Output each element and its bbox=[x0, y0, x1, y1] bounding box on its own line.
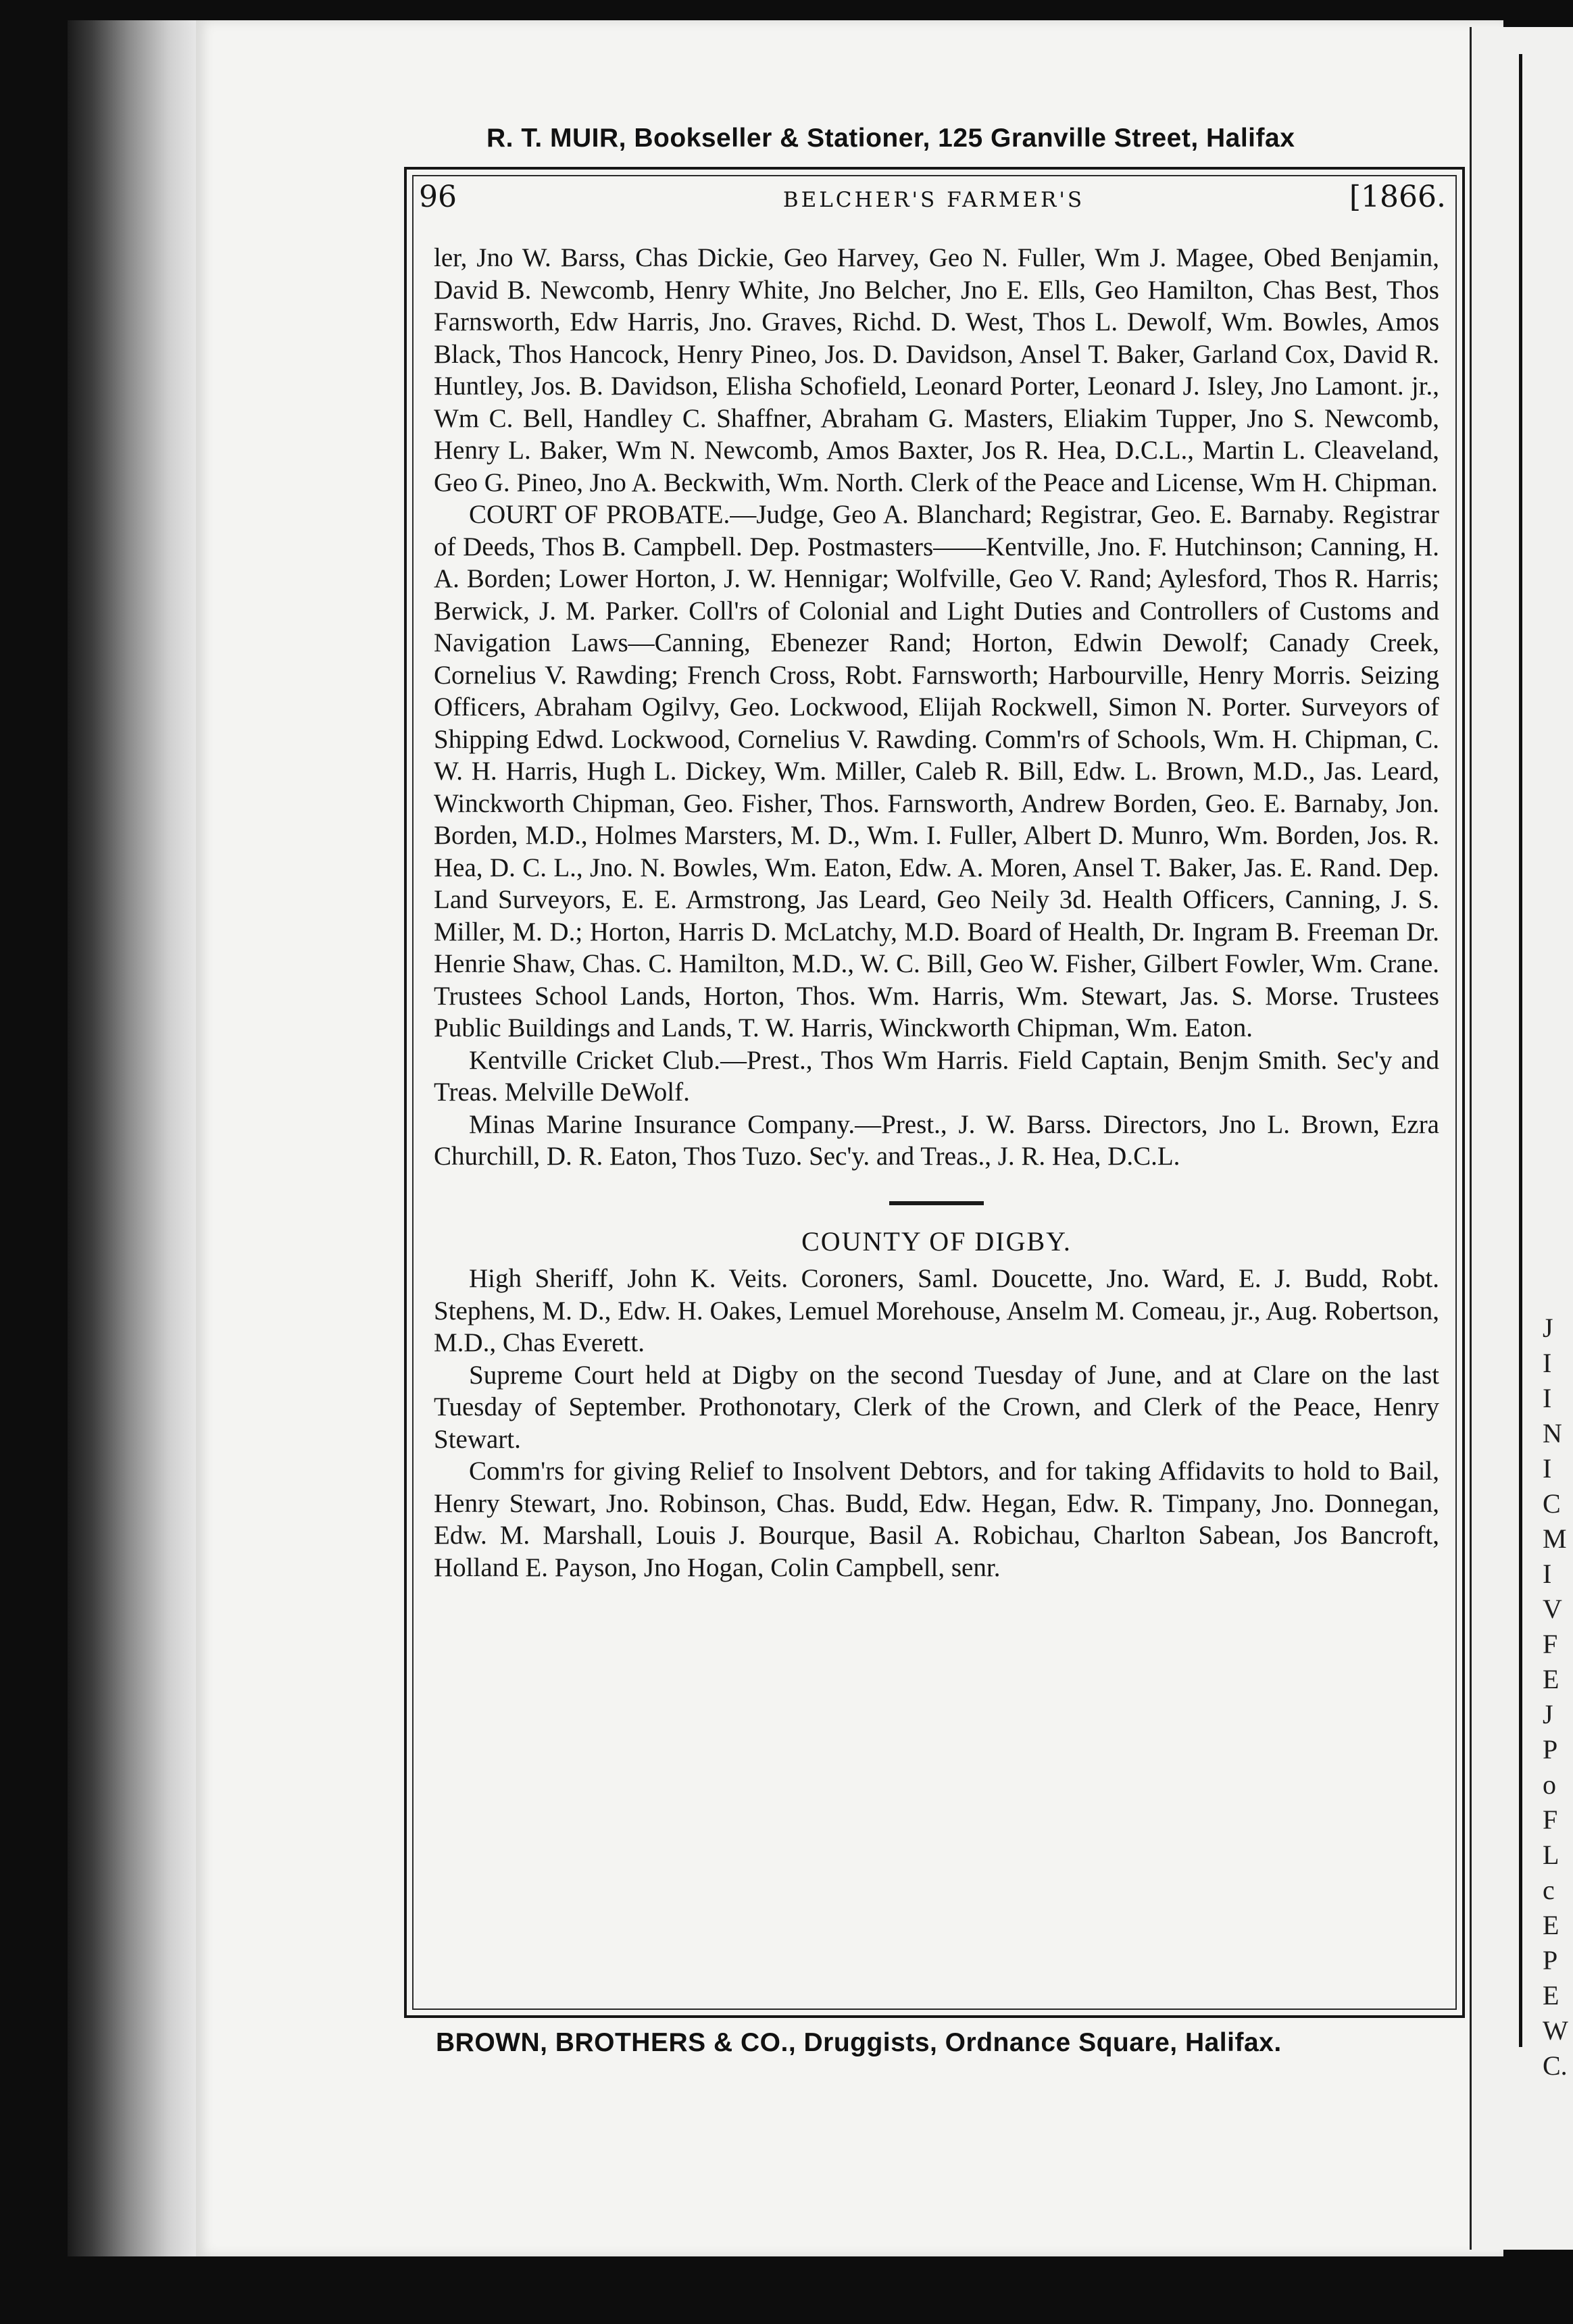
facing-page-rule bbox=[1519, 54, 1522, 2047]
running-head bbox=[414, 180, 1454, 227]
body-text bbox=[434, 242, 1439, 1584]
facing-page-letter: E bbox=[1543, 1910, 1559, 1940]
facing-page-letter: F bbox=[1543, 1629, 1558, 1659]
paragraph-digby-commissioners: Comm'rs for giving Relief to Insolvent Debtors, and for taking Affidavits to hold to Bail, Henry Stewart, Jno. Robinson, Chas. Budd, Edw. Hegan, Edw. R. Timpany, Jno. Donnegan, Edw. M. Marshall, Louis J. Bourque, Basil A. Robichau, Charlton Sabean, Jos Bancroft, Holland E. Payson, Jno Hogan, Colin Campbell, senr. bbox=[434, 1457, 1439, 1582]
facing-page-edge bbox=[1470, 27, 1573, 2250]
facing-page-letter: I bbox=[1543, 1348, 1552, 1378]
paragraph-kings-magistrates: ler, Jno W. Barss, Chas Dickie, Geo Harvey, Geo N. Fuller, Wm J. Magee, Obed Benjamin, David B. Newcomb, Henry White, Jno Belcher, Jno E. Ells, Geo Hamilton, Chas Best, Thos Farnsworth, Edw Harris, Jno. Graves, Richd. D. West, Thos L. Dewolf, Wm. Bowles, Amos Black, Thos Hancock, Henry Pineo, Jos. D. Davidson, Ansel T. Baker, Garland Cox, David R. Huntley, Jos. B. Davidson, Elisha Schofield, Leonard Porter, Leonard J. Isley, Jno Lamont. jr., Wm C. Bell, Handley C. Shaffner, Abraham G. Masters, Eliakim Tupper, Jno S. Newcomb, Henry L. Baker, Wm N. Newcomb, Amos Baxter, Jos R. Hea, D.C.L., Martin L. Cleaveland, Geo G. Pineo, Jno A. Beckwith, Wm. North. Clerk of the Peace and License, Wm H. Chipman. bbox=[434, 243, 1439, 497]
paragraph-digby-officers: High Sheriff, John K. Veits. Coroners, Saml. Doucette, Jno. Ward, E. J. Budd, Robt. Stephens, M. D., Edw. H. Oakes, Lemuel Morehouse, Anselm M. Comeau, jr., Aug. Robertson, M.D., Chas Everett. bbox=[434, 1264, 1439, 1357]
paragraph-court-of-probate: COURT OF PROBATE.—Judge, Geo A. Blanchard; Registrar, Geo. E. Barnaby. Registrar of Deeds, Thos B. Campbell. Dep. Postmasters——Kentville, Jno. F. Hutchinson; Canning, H. A. Borden; Lower Horton, J. W. Hennigar; Wolfville, Geo V. Rand; Aylesford, Thos R. Harris; Berwick, J. M. Parker. Coll'rs of Colonial and Light Duties and Controllers of Customs and Navigation Laws—Canning, Ebenezer Rand; Horton, Edwin Dewolf; Canady Creek, Cornelius V. Rawding; French Cross, Robt. Farnsworth; Harbourville, Henry Morris. Seizing Officers, Abraham Ogilvy, Geo. Lockwood, Elijah Rockwell, Simon N. Porter. Surveyors of Shipping Edwd. Lockwood, Cornelius V. Rawding. Comm'rs of Schools, Wm. H. Chipman, C. W. H. Harris, Hugh L. Dickey, Wm. Miller, Caleb R. Bill, Edw. L. Brown, M.D., Jas. Leard, Winckworth Chipman, Geo. Fisher, Thos. Farnsworth, Andrew Borden, Geo. E. Barnaby, Jon. Borden, M.D., Holmes Marsters, M. D., Wm. I. Fuller, Albert D. Munro, Wm. Borden, Jos. R. Hea, D. C. L., Jno. N. Bowles, Wm. Eaton, Edw. A. Moren, Ansel T. Baker, Jas. E. Rand. Dep. Land Surveyors, E. E. Armstrong, Jas Leard, Geo Neily 3d. Health Officers, Canning, J. S. Miller, M. D.; Horton, Harris D. McLatchy, M.D. Board of Health, Dr. Ingram B. Freeman Dr. Henrie Shaw, Chas. C. Hamilton, M.D., W. C. Bill, Geo W. Fisher, Gilbert Fowler, Wm. Crane. Trustees School Lands, Horton, Thos. Wm. Harris, Wm. Stewart, Jas. S. Morse. Trustees Public Buildings and Lands, T. W. Harris, Winckworth Chipman, Wm. Eaton. bbox=[434, 500, 1439, 1042]
facing-page-letter: o bbox=[1543, 1769, 1556, 1800]
paragraph-digby-court: Supreme Court held at Digby on the second Tuesday of June, and at Clare on the last Tuesday of September. Prothonotary, Clerk of the Crown, and Clerk of the Peace, Henry Stewart. bbox=[434, 1360, 1439, 1454]
facing-page-letters bbox=[1543, 1311, 1573, 2083]
running-title: BELCHER'S FARMER'S bbox=[782, 188, 1085, 212]
facing-page-letter: E bbox=[1543, 1980, 1559, 2011]
facing-page-letter: I bbox=[1543, 1559, 1552, 1589]
facing-page-letter: P bbox=[1543, 1734, 1558, 1765]
paragraph-cricket-club: Kentville Cricket Club.—Prest., Thos Wm Harris. Field Captain, Benjm Smith. Sec'y and Treas. Melville DeWolf. bbox=[434, 1045, 1439, 1107]
book-spine-shadow bbox=[68, 20, 203, 2256]
facing-page-letter: N bbox=[1543, 1418, 1562, 1448]
facing-page-letter: L bbox=[1543, 1840, 1559, 1870]
facing-page-letter: W bbox=[1543, 2015, 1568, 2046]
facing-page-letter: J bbox=[1543, 1313, 1553, 1343]
facing-page-letter: I bbox=[1543, 1453, 1552, 1484]
section-divider bbox=[889, 1201, 984, 1205]
facing-page-letter: E bbox=[1543, 1664, 1559, 1694]
page-number: 96 bbox=[419, 180, 457, 214]
county-heading: COUNTY OF DIGBY. bbox=[801, 1226, 1072, 1257]
facing-page-letter: I bbox=[1543, 1383, 1552, 1413]
facing-page-letter: C bbox=[1543, 1488, 1561, 1519]
facing-page-letter: P bbox=[1543, 1945, 1558, 1975]
facing-page-letter: c bbox=[1543, 1875, 1555, 1905]
facing-page-letter: C. bbox=[1543, 2050, 1568, 2081]
facing-page-letter: M bbox=[1543, 1523, 1567, 1554]
header-advertisement: R. T. MUIR, Bookseller & Stationer, 125 Granville Street, Halifax bbox=[486, 124, 1295, 153]
facing-page-letter: V bbox=[1543, 1594, 1562, 1624]
running-year: [1866. bbox=[1349, 180, 1446, 214]
paragraph-marine-insurance: Minas Marine Insurance Company.—Prest., J. W. Barss. Directors, Jno L. Brown, Ezra Churchill, D. R. Eaton, Thos Tuzo. Sec'y. and Treas., J. R. Hea, D.C.L. bbox=[434, 1109, 1439, 1171]
footer-advertisement: BROWN, BROTHERS & CO., Druggists, Ordnance Square, Halifax. bbox=[436, 2028, 1282, 2057]
facing-page-letter: J bbox=[1543, 1699, 1553, 1729]
facing-page-letter: F bbox=[1543, 1804, 1558, 1835]
